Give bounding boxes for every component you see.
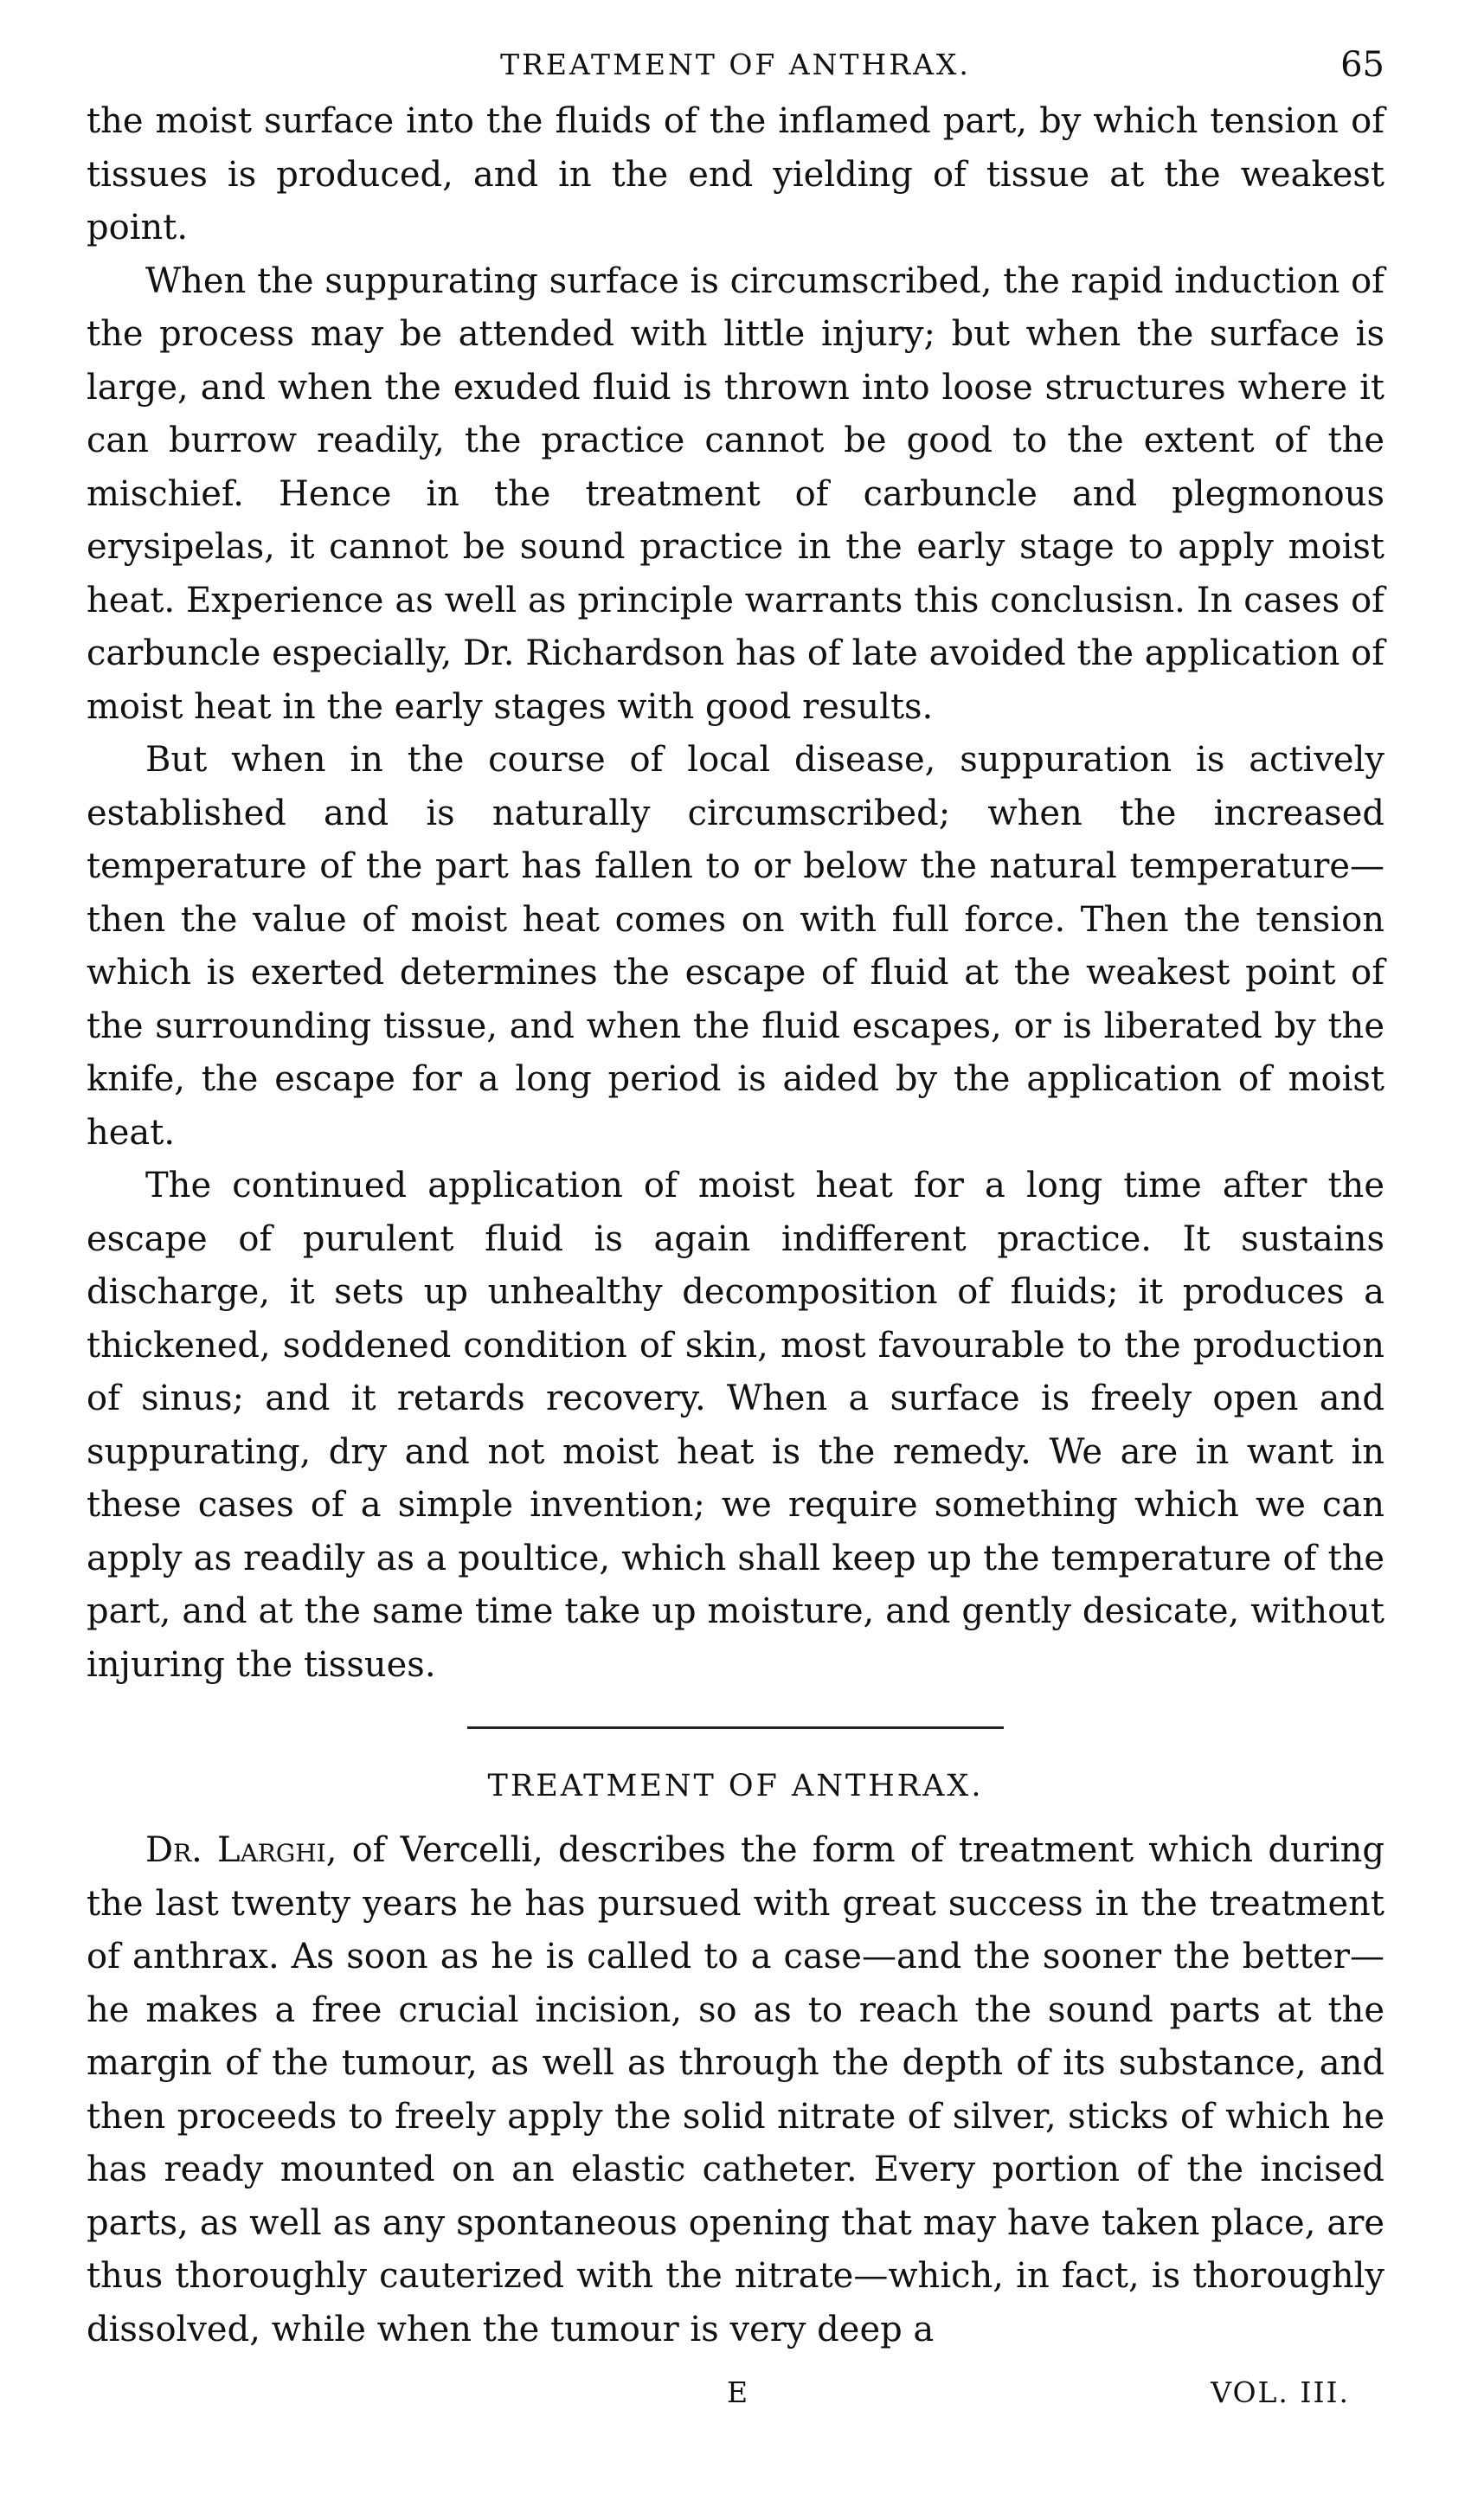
section-title: TREATMENT OF ANTHRAX.: [487, 1769, 984, 1803]
paragraph: The continued application of moist heat for a long time after the escape of purulent fluid is again indifferent practice. It sustains discharge, it sets up unhealthy decomposition of fluids; it produces a thickened, soddened condition of skin, most favourable to the production of sinus; and it retards recovery. When a surface is freely open and suppurating, dry and not moist heat is the remedy. We are in want in these cases of a simple invention; we require something which we can apply as readily as a poultice, which shall keep up the temperature of the part, and at the same time take up moisture, and gently desicate, without injuring the tissues.: [87, 1166, 1384, 1685]
article-body: [87, 95, 1384, 1692]
section-paragraph-text: , of Vercelli, describes the form of treatment which during the last twenty years he has pursued with great success in the treatment of anthrax. As soon as he is called to a case—and the sooner the better—he makes a free crucial incision, so as to reach the sound parts at the margin of the tumour, as well as through the depth of its substance, and then proceeds to freely apply the solid nitrate of silver, sticks of which he has ready mounted on an elastic catheter. Every portion of the incised parts, as well as any spontaneous opening that may have taken place, are thus thoroughly cauterized with the nitrate—which, in fact, is thoroughly dissolved, while when the tumour is very deep a: [87, 1830, 1384, 2349]
page-number: 65: [1340, 45, 1384, 85]
page-footer: [87, 2367, 1384, 2419]
paragraph-continuation: the moist surface into the fluids of the inflamed part, by which tension of tissues is produced, and in the end yielding of tissue at the weakest point.: [87, 101, 1384, 247]
signature-mark: E: [727, 2375, 750, 2409]
paragraph: But when in the course of local disease, suppuration is actively established and is naturally circumscribed; when the increased temperature of the part has fallen to or below the natural temperature—then the value of moist heat comes on with full force. Then the tension which is exerted determines the escape of fluid at the weakest point of the surrounding tissue, and when the fluid escapes, or is liberated by the knife, the escape for a long period is aided by the application of moist heat.: [87, 740, 1384, 1153]
author-name: Dr. Larghi: [145, 1830, 326, 1870]
paragraph: When the suppurating surface is circumscribed, the rapid induction of the process may be attended with little injury; but when the surface is large, and when the exuded fluid is thrown into loose structures where it can burrow readily, the practice cannot be good to the extent of the mischief. Hence in the treatment of carbuncle and plegmonous erysipelas, it cannot be sound practice in the early stage to apply moist heat. Experience as well as principle warrants this conclusisn. In cases of carbuncle especially, Dr. Richardson has of late avoided the application of moist heat in the early stages with good results.: [87, 260, 1384, 727]
running-title: TREATMENT OF ANTHRAX.: [500, 48, 971, 81]
section-body: [87, 1824, 1384, 2356]
book-page: [87, 35, 1384, 2458]
running-header: [87, 35, 1384, 95]
section-divider: [467, 1726, 1004, 1729]
volume-label: VOL. III.: [1211, 2375, 1350, 2409]
section-paragraph: [87, 1824, 1384, 2356]
